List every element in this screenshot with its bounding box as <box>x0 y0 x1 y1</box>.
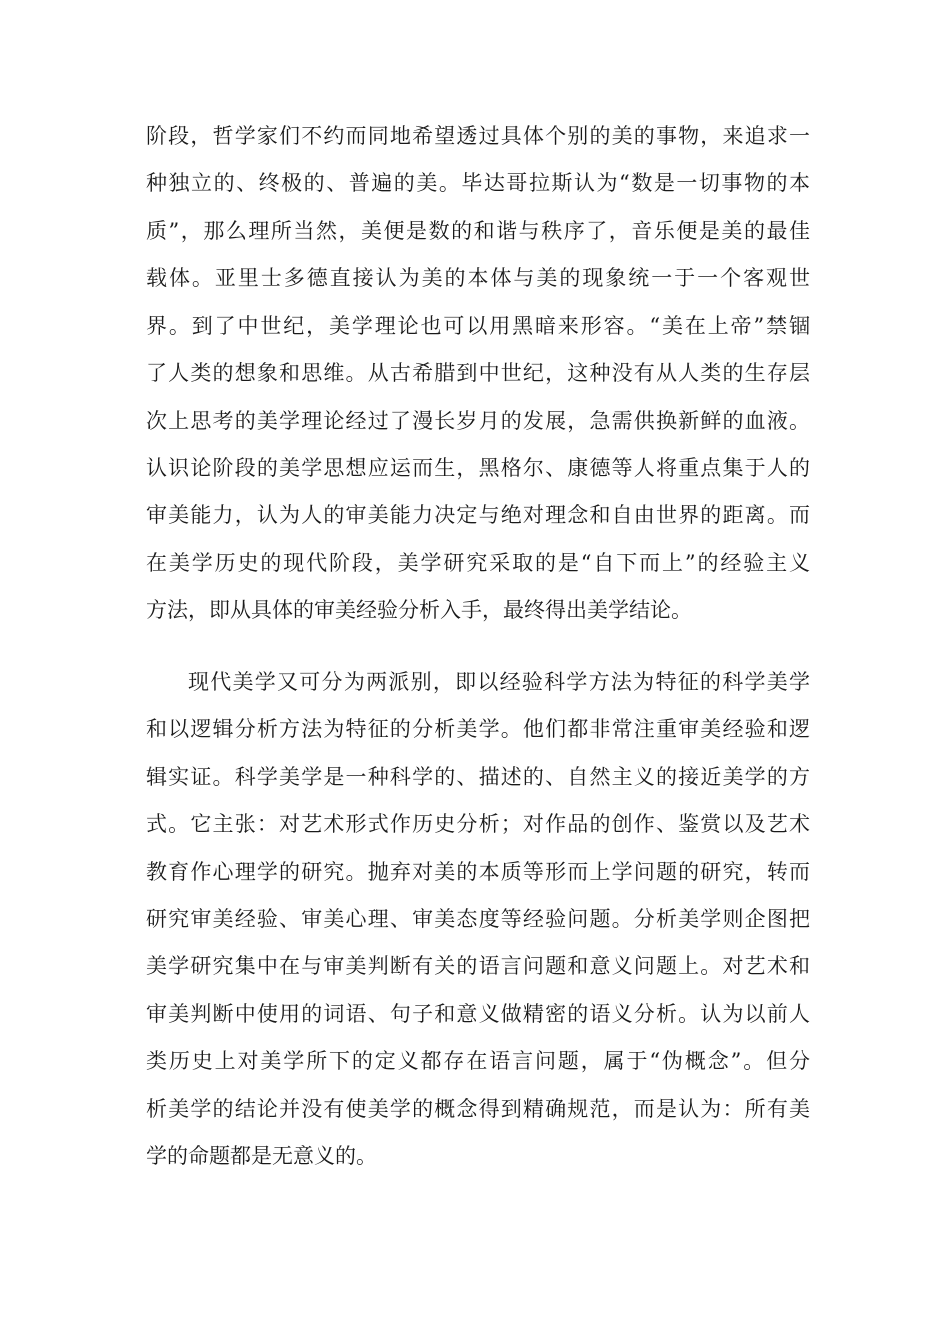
paragraph-1-line-5: 界。到了中世纪，美学理论也可以用黑暗来形容。“美在上帝”禁锢 <box>146 314 810 338</box>
paragraph-1-line-4: 载体。亚里士多德直接认为美的本体与美的现象统一于一个客观世 <box>146 266 810 290</box>
paragraph-1-line-11: 方法，即从具体的审美经验分析入手，最终得出美学结论。 <box>146 598 692 622</box>
paragraph-1-line-6: 了人类的想象和思维。从古希腊到中世纪，这种没有从人类的生存层 <box>146 361 810 385</box>
paragraph-1-line-10: 在美学历史的现代阶段，美学研究采取的是“自下而上”的经验主义 <box>146 551 810 575</box>
paragraph-2-line-2: 和以逻辑分析方法为特征的分析美学。他们都非常注重审美经验和逻 <box>146 717 810 741</box>
paragraph-1-line-8: 认识论阶段的美学思想应运而生，黑格尔、康德等人将重点集于人的 <box>146 456 810 480</box>
paragraph-1-line-2: 种独立的、终极的、普遍的美。毕达哥拉斯认为“数是一切事物的本 <box>146 171 810 195</box>
paragraph-1-line-9: 审美能力，认为人的审美能力决定与绝对理念和自由世界的距离。而 <box>146 503 810 527</box>
paragraph-2-line-7: 美学研究集中在与审美判断有关的语言问题和意义问题上。对艺术和 <box>146 954 810 978</box>
paragraph-1-line-7: 次上思考的美学理论经过了漫长岁月的发展，急需供换新鲜的血液。 <box>146 409 810 433</box>
paragraph-2-line-8: 审美判断中使用的词语、句子和意义做精密的语义分析。认为以前人 <box>146 1002 810 1026</box>
paragraph-2-line-4: 式。它主张：对艺术形式作历史分析；对作品的创作、鉴赏以及艺术 <box>146 812 810 836</box>
paragraph-2-line-1: 现代美学又可分为两派别，即以经验科学方法为特征的科学美学 <box>188 670 810 694</box>
paragraph-1-line-3: 质”，那么理所当然，美便是数的和谐与秩序了，音乐便是美的最佳 <box>146 219 810 243</box>
paragraph-1-line-1: 阶段，哲学家们不约而同地希望透过具体个别的美的事物，来追求一 <box>146 124 810 148</box>
paragraph-2-line-5: 教育作心理学的研究。抛弃对美的本质等形而上学问题的研究，转而 <box>146 860 810 884</box>
paragraph-2-line-11: 学的命题都是无意义的。 <box>146 1144 377 1168</box>
paragraph-2-line-9: 类历史上对美学所下的定义都存在语言问题，属于“伪概念”。但分 <box>146 1049 810 1073</box>
paragraph-2-line-6: 研究审美经验、审美心理、审美态度等经验问题。分析美学则企图把 <box>146 907 810 931</box>
paragraph-2-line-10: 析美学的结论并没有使美学的概念得到精确规范，而是认为：所有美 <box>146 1097 810 1121</box>
paragraph-2-line-3: 辑实证。科学美学是一种科学的、描述的、自然主义的接近美学的方 <box>146 765 810 789</box>
